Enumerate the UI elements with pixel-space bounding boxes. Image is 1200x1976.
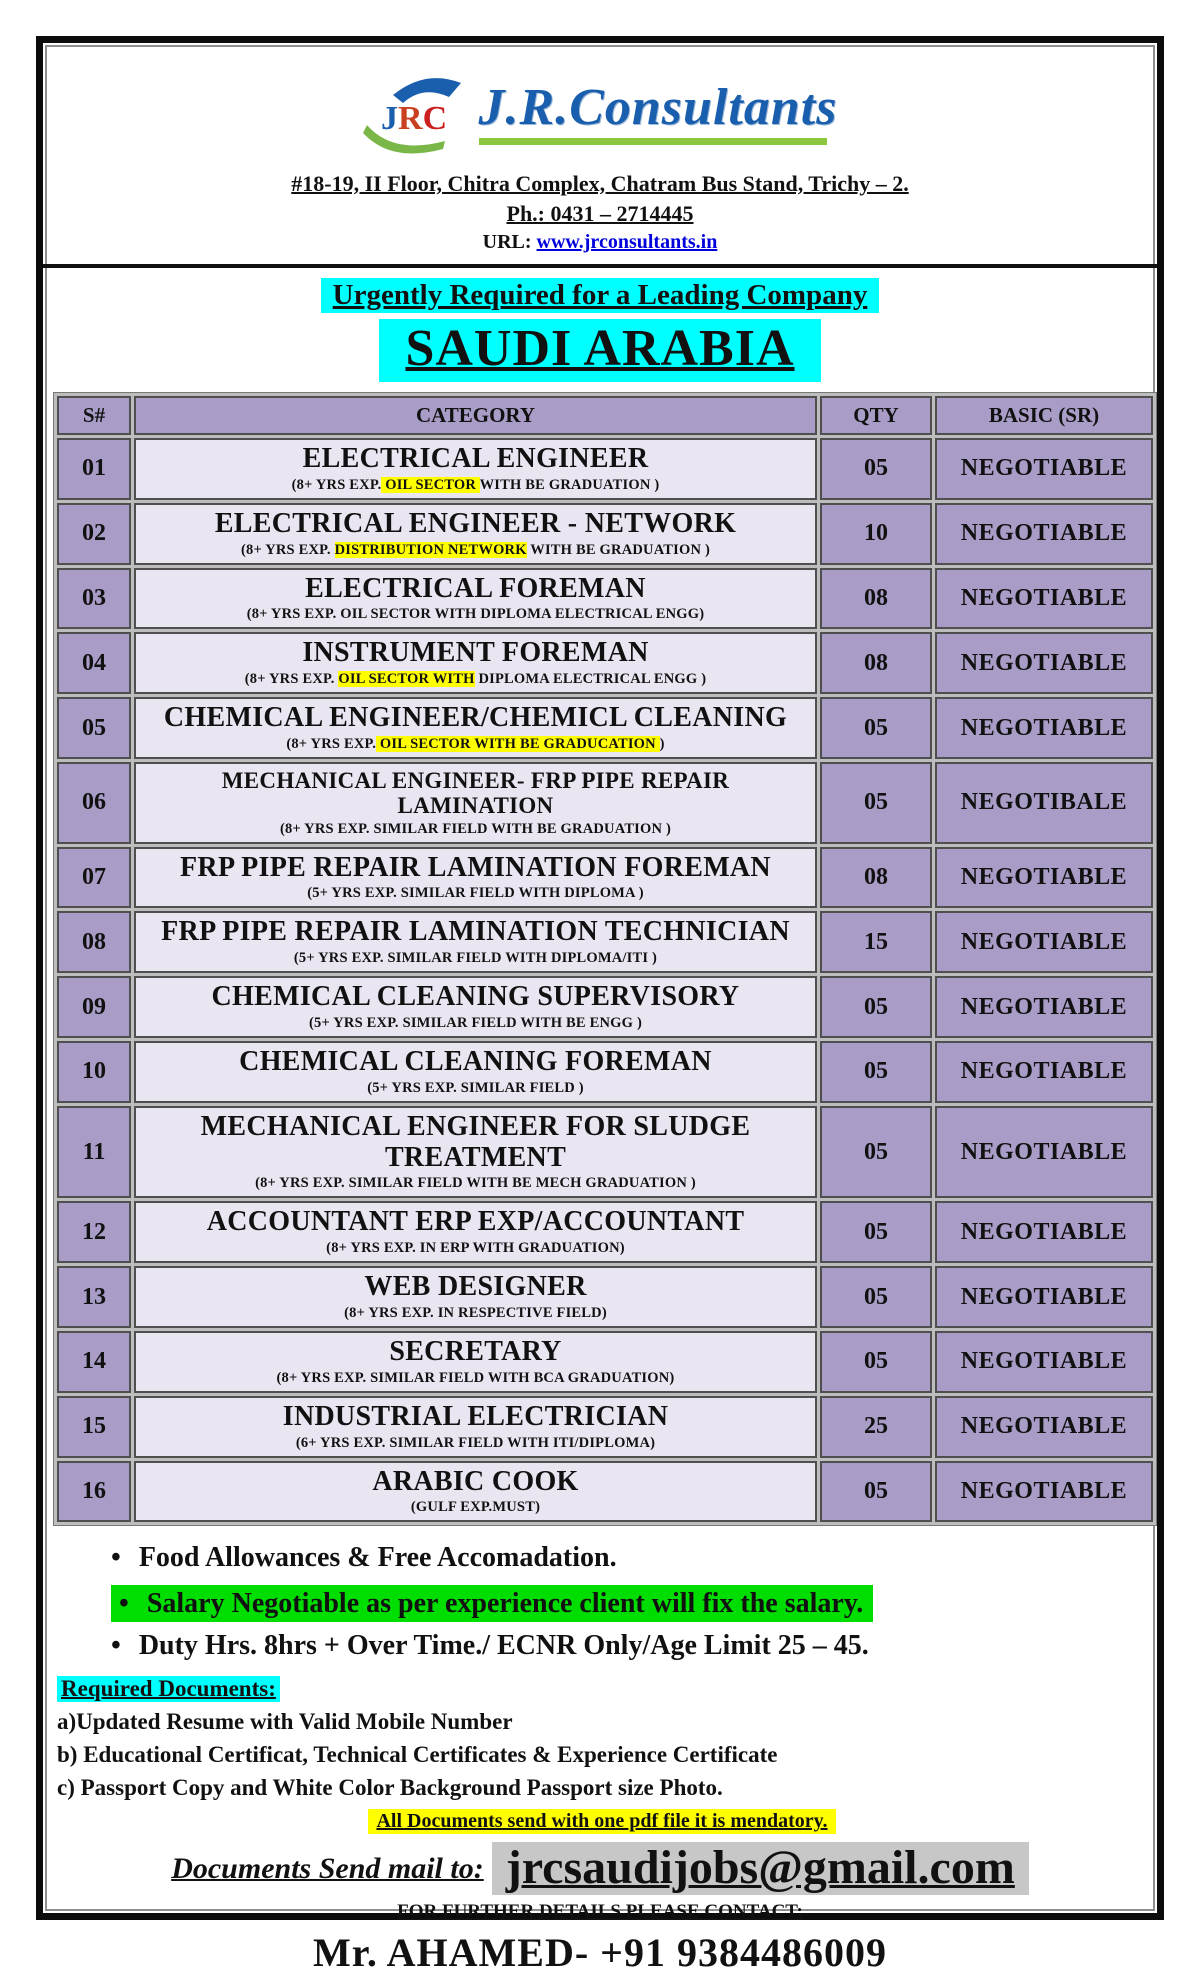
table-row [57,1106,1153,1199]
table-row [57,911,1153,973]
job-requirements [142,885,809,902]
table-row [57,1331,1153,1393]
plain-text: (5+ YRS EXP. SIMILAR FIELD WITH DIPLOMA ) [307,885,644,902]
cell-qty: 05 [820,1106,932,1199]
documents-heading [57,1676,1147,1702]
cell-category [134,1396,817,1458]
job-title: WEB DESIGNER [364,1271,587,1303]
document-item: b) Educational Certificat, Technical Certificates & Experience Certificate [57,1742,778,1768]
job-title: CHEMICAL CLEANING SUPERVISORY [211,981,740,1013]
plain-text: (8+ YRS EXP. [291,476,382,493]
cell-basic: NEGOTIABLE [935,503,1153,565]
job-title: ELECTRICAL ENGINEER [302,443,649,474]
cell-basic: NEGOTIABLE [935,632,1153,694]
cell-qty: 05 [820,1266,932,1328]
cell-sno: 06 [57,762,131,844]
brand-underline [479,138,827,145]
cell-qty: 05 [820,697,932,759]
cell-sno: 11 [57,1106,131,1199]
cell-category [134,503,817,565]
cell-qty: 05 [820,1461,932,1523]
plain-text: (5+ YRS EXP. SIMILAR FIELD WITH DIPLOMA/ITI ) [293,950,658,967]
col-header-sno: S# [57,396,131,435]
plain-text: (5+ YRS EXP. SIMILAR FIELD ) [367,1079,584,1096]
further-contact-label: FOR FURTHER DETAILS PLEASE CONTACT: [397,1901,803,1923]
table-row [57,503,1153,565]
cell-basic: NEGOTIABLE [935,976,1153,1038]
cell-category [134,697,817,759]
jobs-table-body [57,438,1153,1522]
cell-category [134,1106,817,1199]
cell-qty: 05 [820,976,932,1038]
plain-text: (8+ YRS EXP. [286,735,377,752]
cell-basic: NEGOTIABLE [935,1396,1153,1458]
cell-basic: NEGOTIABLE [935,1106,1153,1199]
urgent-banner [53,278,1147,313]
cell-qty: 08 [820,632,932,694]
job-requirements [142,1370,809,1387]
job-requirements [142,477,809,494]
poster-frame [36,36,1164,1976]
svg-text:JRC: JRC [380,100,447,137]
highlighted-text: OIL SECTOR WITH BE GRADUCATION [376,735,660,752]
cell-qty: 05 [820,1041,932,1103]
cell-basic: NEGOTIABLE [935,438,1153,500]
plain-text: (GULF EXP.MUST) [410,1499,541,1516]
cell-sno: 02 [57,503,131,565]
job-requirements [142,1175,809,1192]
pdf-note [57,1809,1147,1834]
table-row [57,976,1153,1038]
job-title: ARABIC COOK [372,1465,579,1497]
job-title: CHEMICAL ENGINEER/CHEMICL CLEANING [163,702,788,734]
plain-text: (6+ YRS EXP. SIMILAR FIELD WITH ITI/DIPLOMA) [295,1434,656,1451]
job-title: FRP PIPE REPAIR LAMINATION FOREMAN [180,851,771,883]
cell-sno: 16 [57,1461,131,1523]
header [53,67,1147,159]
col-header-basic: BASIC (SR) [935,396,1153,435]
website-link[interactable]: www.jrconsultants.in [536,231,718,253]
plain-text: (5+ YRS EXP. SIMILAR FIELD WITH BE ENGG ) [309,1014,642,1031]
cell-basic: NEGOTIBALE [935,762,1153,844]
cell-sno: 01 [57,438,131,500]
job-requirements [142,1015,809,1032]
job-requirements [142,1499,809,1516]
plain-text: (8+ YRS EXP. SIMILAR FIELD WITH BE GRADUATION ) [279,820,672,837]
cell-qty: 05 [820,438,932,500]
documents-heading-text: Required Documents: [57,1676,280,1702]
note-bullet [111,1630,1147,1662]
note-text: Duty Hrs. 8hrs + Over Time./ ECNR Only/Age Limit 25 – 45. [138,1630,869,1662]
highlighted-text: DISTRIBUTION NETWORK [334,541,527,558]
cell-sno: 09 [57,976,131,1038]
plain-text: WITH BE GRADUATION ) [526,541,711,558]
cell-basic: NEGOTIABLE [935,697,1153,759]
plain-text: (8+ YRS EXP. SIMILAR FIELD WITH BCA GRADUATION) [276,1369,675,1386]
cell-sno: 10 [57,1041,131,1103]
jobs-table [53,392,1157,1526]
bullet-icon: • [111,1542,121,1574]
cell-qty: 08 [820,847,932,909]
phone-line: Ph.: 0431 – 2714445 [506,201,694,226]
cell-basic: NEGOTIABLE [935,1461,1153,1523]
job-title: ACCOUNTANT ERP EXP/ACCOUNTANT [206,1206,745,1238]
cell-category [134,438,817,500]
job-title: FRP PIPE REPAIR LAMINATION TECHNICIAN [161,916,790,948]
table-row [57,1396,1153,1458]
contact-person: Mr. AHAMED- +91 9384486009 [313,1930,887,1976]
highlighted-text: OIL SECTOR [381,476,480,493]
cell-basic: NEGOTIABLE [935,847,1153,909]
job-title: INSTRUMENT FOREMAN [302,637,649,669]
cell-sno: 07 [57,847,131,909]
country-banner-text: SAUDI ARABIA [379,319,820,382]
table-row [57,1041,1153,1103]
col-header-qty: QTY [820,396,932,435]
pdf-note-text: All Documents send with one pdf file it is mendatory. [368,1809,835,1834]
documents-section [57,1676,1147,1834]
job-requirements [142,1080,809,1097]
table-row [57,847,1153,909]
note-text: Salary Negotiable as per experience client will fix the salary. [146,1588,864,1620]
cell-qty: 08 [820,568,932,630]
col-header-category: CATEGORY [134,396,817,435]
cell-sno: 04 [57,632,131,694]
cell-sno: 15 [57,1396,131,1458]
plain-text: WITH BE GRADUATION ) [479,476,660,493]
email-link[interactable]: jrcsaudijobs@gmail.com [492,1842,1029,1895]
cell-category [134,1331,817,1393]
table-header-row [57,396,1153,435]
cell-qty: 05 [820,762,932,844]
cell-basic: NEGOTIABLE [935,568,1153,630]
table-row [57,762,1153,844]
job-requirements [142,542,809,559]
cell-basic: NEGOTIABLE [935,1201,1153,1263]
table-row [57,697,1153,759]
cell-sno: 03 [57,568,131,630]
cell-category [134,911,817,973]
cell-category [134,1041,817,1103]
cell-category [134,847,817,909]
plain-text: (8+ YRS EXP. IN RESPECTIVE FIELD) [344,1304,607,1321]
table-row [57,632,1153,694]
notes-section [111,1542,1147,1662]
job-title: ELECTRICAL FOREMAN [305,572,646,604]
cell-category [134,568,817,630]
plain-text: (8+ YRS EXP. IN ERP WITH GRADUATION) [326,1240,625,1257]
jrc-logo-icon [363,67,473,159]
table-row [57,1266,1153,1328]
job-title: INDUSTRIAL ELECTRICIAN [282,1400,669,1432]
table-row [57,438,1153,500]
job-requirements [142,736,809,753]
plain-text: DIPLOMA ELECTRICAL ENGG ) [474,671,707,688]
url-label: URL: [482,231,532,253]
job-title: ELECTRICAL ENGINEER - NETWORK [214,507,737,539]
job-requirements [142,950,809,967]
cell-category [134,1266,817,1328]
cell-sno: 08 [57,911,131,973]
cell-basic: NEGOTIABLE [935,1331,1153,1393]
job-requirements [142,1305,809,1322]
cell-basic: NEGOTIABLE [935,1266,1153,1328]
plain-text: ) [659,735,665,752]
plain-text: (8+ YRS EXP. SIMILAR FIELD WITH BE MECH GRADUATION ) [255,1175,696,1192]
plain-text: (8+ YRS EXP. [244,671,339,688]
job-requirements [142,821,809,838]
table-row [57,1461,1153,1523]
job-title: CHEMICAL CLEANING FOREMAN [239,1045,712,1077]
cell-basic: NEGOTIABLE [935,911,1153,973]
country-banner [53,319,1147,382]
cell-qty: 05 [820,1201,932,1263]
urgent-banner-text: Urgently Required for a Leading Company [321,278,880,313]
bullet-icon: • [119,1588,129,1620]
mail-label: Documents Send mail to: [171,1851,484,1885]
cell-qty: 25 [820,1396,932,1458]
note-text: Food Allowances & Free Accomadation. [138,1542,617,1574]
url-line [53,231,1147,254]
cell-qty: 10 [820,503,932,565]
cell-qty: 15 [820,911,932,973]
mail-line [53,1842,1147,1895]
job-requirements [142,606,809,623]
job-requirements [142,1435,809,1452]
job-title: MECHANICAL ENGINEER FOR SLUDGE TREATMENT [200,1110,751,1173]
note-bullet [111,1542,1147,1574]
document-item: a)Updated Resume with Valid Mobile Number [57,1709,513,1735]
brand-title: J.R.Consultants [478,78,838,136]
job-requirements [142,671,809,688]
cell-sno: 13 [57,1266,131,1328]
address-line: #18-19, II Floor, Chitra Complex, Chatram Bus Stand, Trichy – 2. [291,171,909,196]
job-requirements [142,1240,809,1257]
cell-basic: NEGOTIABLE [935,1041,1153,1103]
header-divider [43,264,1157,268]
cell-category [134,976,817,1038]
table-row [57,1201,1153,1263]
cell-category [134,632,817,694]
highlighted-text: OIL SECTOR WITH [338,671,475,688]
cell-sno: 12 [57,1201,131,1263]
bullet-icon: • [111,1630,121,1662]
cell-category [134,762,817,844]
plain-text: (8+ YRS EXP. OIL SECTOR WITH DIPLOMA ELECTRICAL ENGG) [246,606,705,623]
table-row [57,568,1153,630]
job-title: SECRETARY [389,1335,562,1367]
document-item: c) Passport Copy and White Color Background Passport size Photo. [57,1775,723,1801]
cell-sno: 14 [57,1331,131,1393]
note-bullet [111,1588,1147,1620]
cell-qty: 05 [820,1331,932,1393]
cell-category [134,1461,817,1523]
cell-category [134,1201,817,1263]
plain-text: (8+ YRS EXP. [240,541,335,558]
cell-sno: 05 [57,697,131,759]
job-title: MECHANICAL ENGINEER- FRP PIPE REPAIR LAMINATION [221,767,730,819]
